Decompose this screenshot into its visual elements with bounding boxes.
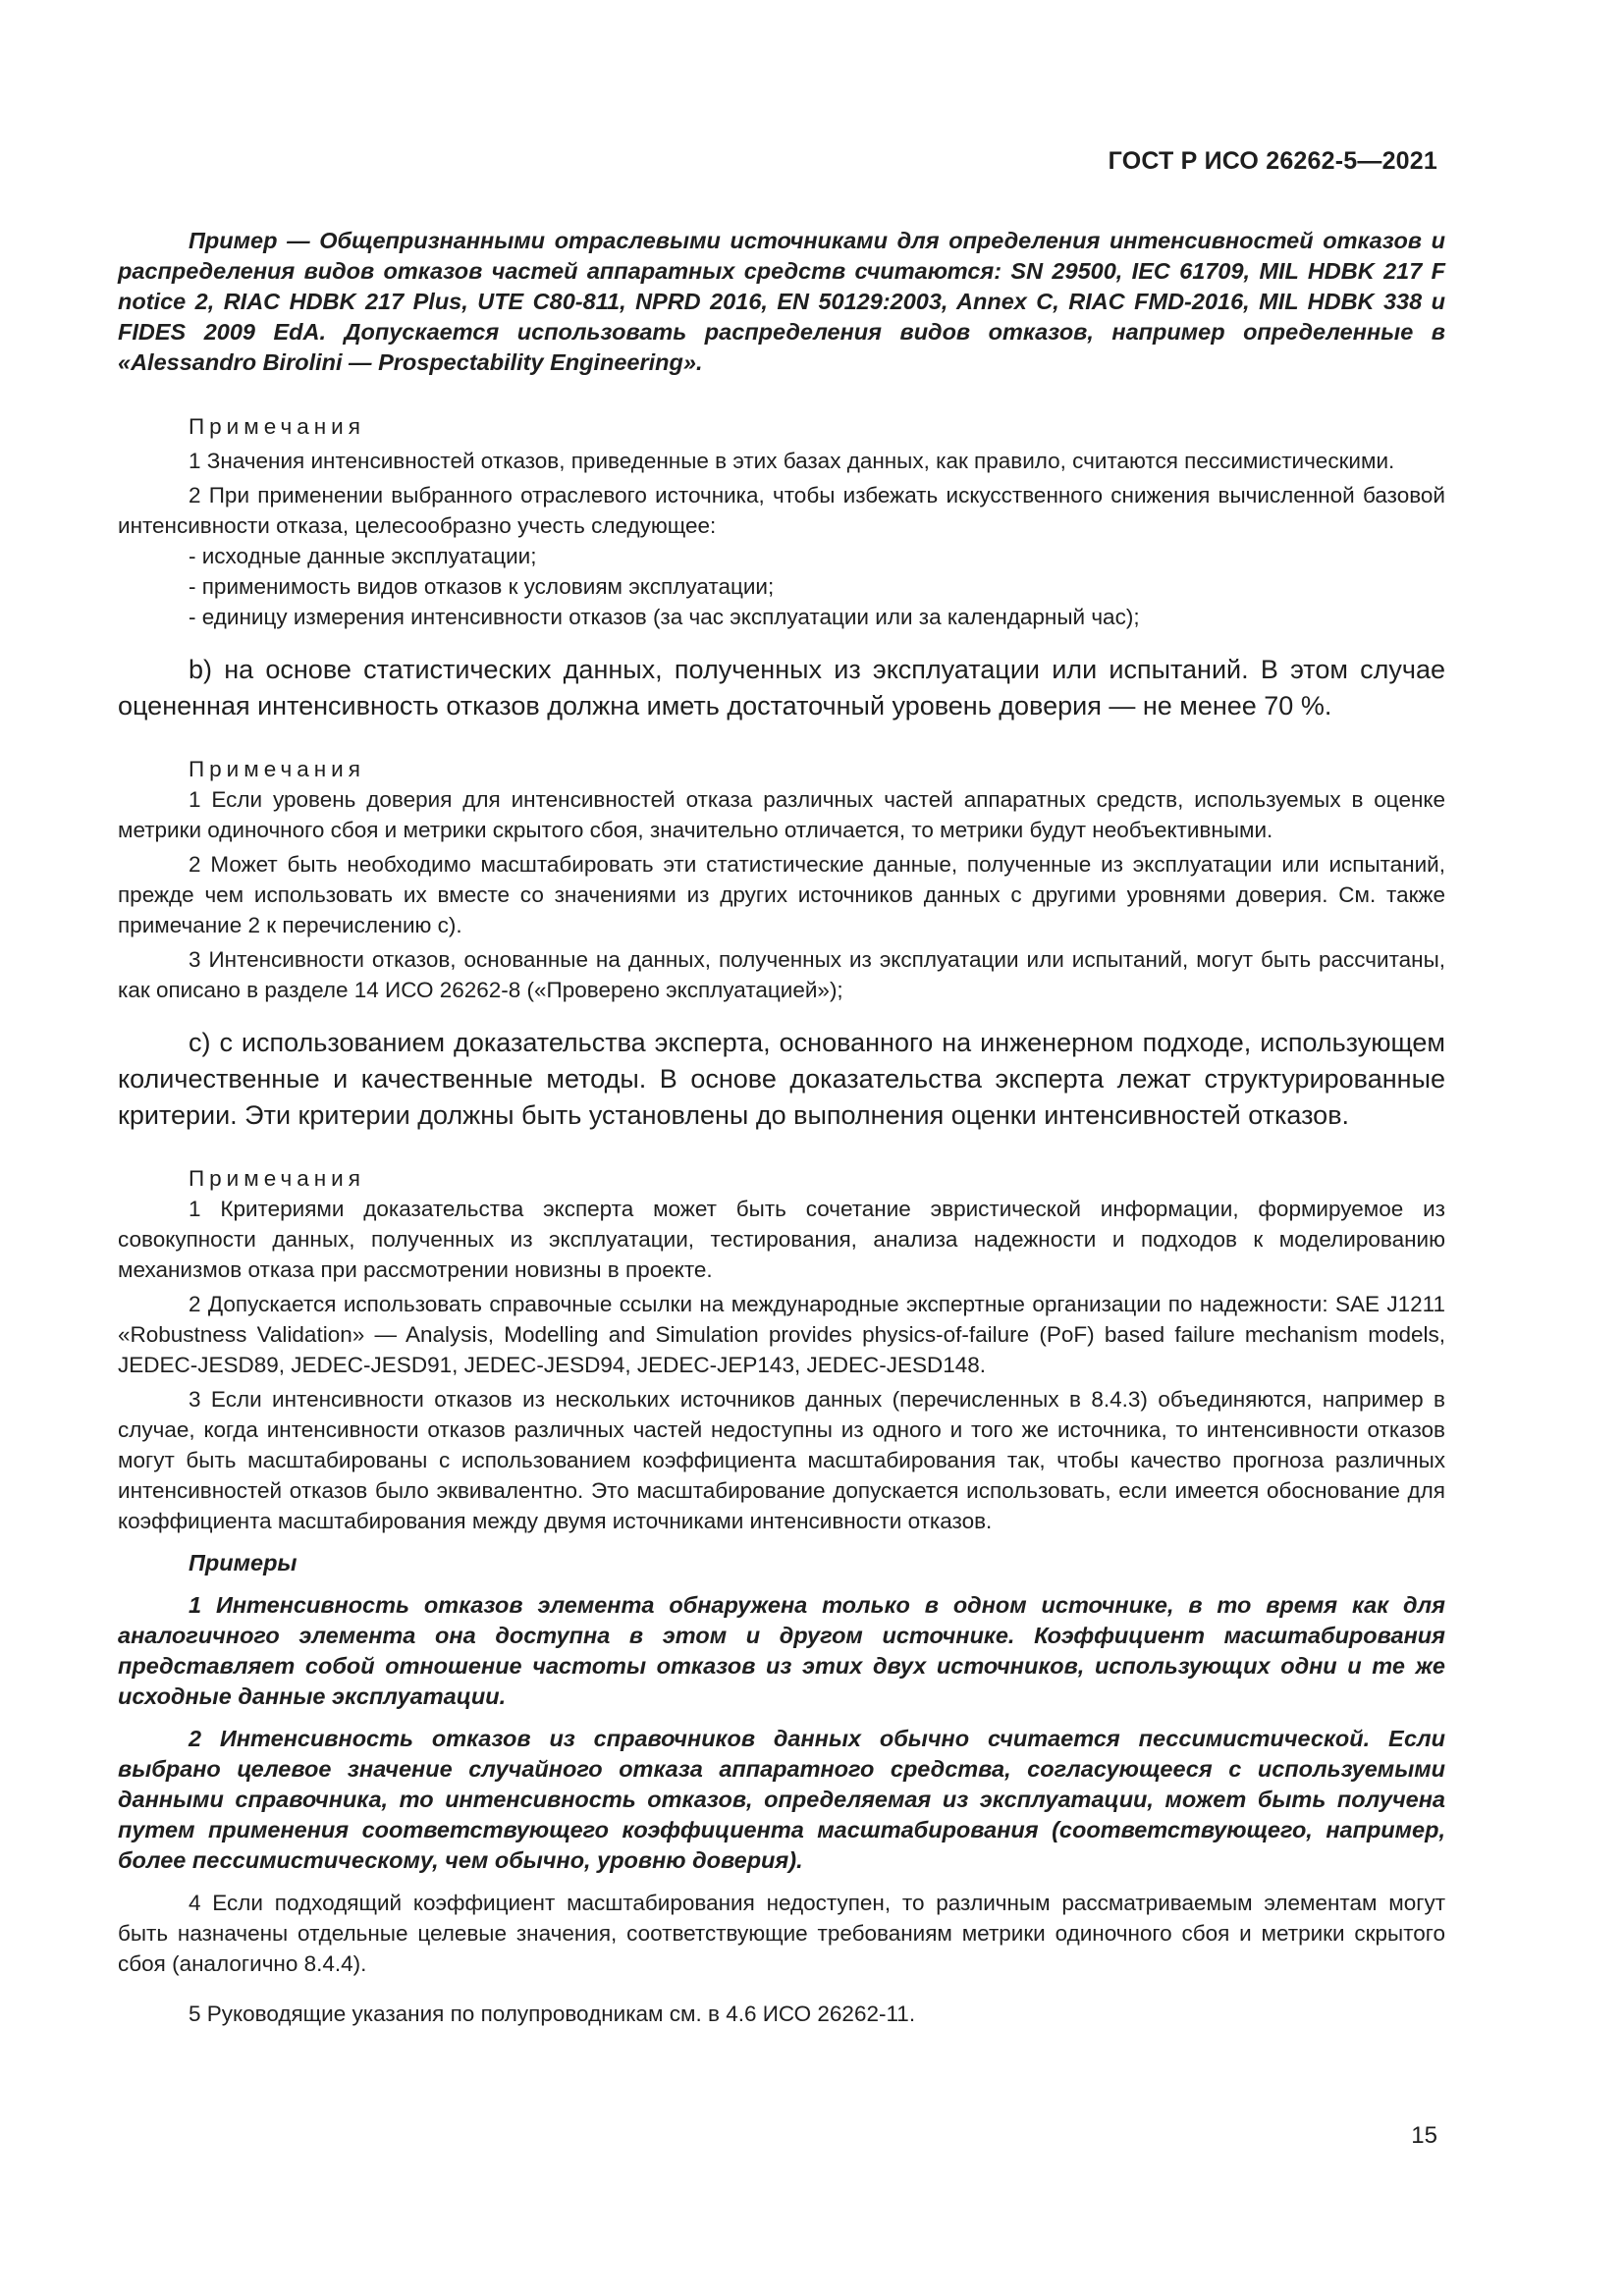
note-list-item: - применимость видов отказов к условиям эксплуатации; bbox=[189, 574, 775, 599]
document-body bbox=[118, 226, 1445, 2029]
note-paragraph: 2 При применении выбранного отраслевого источника, чтобы избежать искусственного снижения вычисленной базовой интенсивности отказа, целесообразно учесть следующее: bbox=[118, 483, 1445, 538]
note-paragraph: 1 Критериями доказательства эксперта может быть сочетание эвристической информации, формируемое из совокупности данных, полученных из эксплуатации, тестирования, анализа надежности и подходов к моделированию механизмов отказа при рассмотрении новизны в проекте. bbox=[118, 1197, 1445, 1282]
note-list-item: - исходные данные эксплуатации; bbox=[189, 544, 537, 568]
page-number: 15 bbox=[1411, 2122, 1437, 2149]
note-paragraph: 1 Если уровень доверия для интенсивностей отказа различных частей аппаратных средств, используемых в оценке метрики одиночного сбоя и метрики скрытого сбоя, значительно отличается, то метрики будут необъективными. bbox=[118, 787, 1445, 842]
list-item-b: b) на основе статистических данных, полученных из эксплуатации или испытаний. В этом случае оцененная интенсивность отказов должна иметь достаточный уровень доверия — не менее 70 %. bbox=[118, 655, 1445, 721]
note-paragraph: 2 Может быть необходимо масштабировать эти статистические данные, полученные из эксплуатации или испытаний, прежде чем использовать их вместе со значениями из других источников данных с другими уровнями доверия. См. также примечание 2 к перечислению с). bbox=[118, 852, 1445, 937]
document-header: ГОСТ Р ИСО 26262-5—2021 bbox=[1108, 147, 1437, 175]
note-paragraph: 5 Руководящие указания по полупроводникам см. в 4.6 ИСО 26262-11. bbox=[189, 2002, 916, 2026]
example-paragraph: 2 Интенсивность отказов из справочников данных обычно считается пессимистической. Если выбрано целевое значение случайного отказа аппаратного средства, согласующееся с используемыми данными справочника, то интенсивность отказов, определяемая из эксплуатации, может быть получена путем применения соответствующего коэффициента масштабирования (соответствующего, например, более пессимистическому, чем обычно, уровню доверия). bbox=[118, 1726, 1445, 1873]
note-paragraph: 3 Интенсивности отказов, основанные на данных, полученных из эксплуатации или испытаний, могут быть рассчитаны, как описано в разделе 14 ИСО 26262-8 («Проверено эксплуатацией»); bbox=[118, 947, 1445, 1002]
notes-heading: Примечания bbox=[189, 1166, 365, 1191]
list-item-c: с) с использованием доказательства эксперта, основанного на инженерном подходе, использующем количественные и качественные методы. В основе доказательства эксперта лежат структурированные критерии. Эти критерии должны быть установлены до выполнения оценки интенсивностей отказов. bbox=[118, 1028, 1445, 1130]
notes-heading: Примечания bbox=[189, 414, 365, 439]
note-paragraph: 3 Если интенсивности отказов из нескольких источников данных (перечисленных в 8.4.3) объединяются, например в случае, когда интенсивности отказов различных частей недоступны из одного и того же источника, то интенсивности отказов могут быть масштабированы с использованием коэффициента масштабирования так, чтобы качество прогноза различных интенсивностей отказов было эквивалентно. Это масштабирование допускается использовать, если имеется обоснование для коэффициента масштабирования между двумя источниками интенсивности отказов. bbox=[118, 1387, 1445, 1533]
note-paragraph: 4 Если подходящий коэффициент масштабирования недоступен, то различным рассматриваемым элементам могут быть назначены отдельные целевые значения, соответствующие требованиям метрики одиночного сбоя и метрики скрытого сбоя (аналогично 8.4.4). bbox=[118, 1891, 1445, 1976]
examples-heading: Примеры bbox=[189, 1550, 298, 1575]
notes-heading: Примечания bbox=[189, 757, 365, 781]
note-paragraph: 1 Значения интенсивностей отказов, приведенные в этих базах данных, как правило, считаются пессимистическими. bbox=[189, 449, 1395, 473]
example-paragraph: Пример — Общепризнанными отраслевыми источниками для определения интенсивностей отказов и распределения видов отказов частей аппаратных средств считаются: SN 29500, IEC 61709, MIL HDBK 217 F notice 2, RIAC HDBK 217 Plus, UTE C80-811, NPRD 2016, EN 50129:2003, Annex C, RIAC FMD-2016, MIL HDBK 338 и FIDES 2009 EdA. Допускается использовать распределения видов отказов, например определенные в «Alessandro Birolini — Prospectability Engineering». bbox=[118, 228, 1445, 375]
example-paragraph: 1 Интенсивность отказов элемента обнаружена только в одном источнике, в то время как для аналогичного элемента она доступна в этом и другом источнике. Коэффициент масштабирования представляет собой отношение частоты отказов из этих двух источников, использующих одни и те же исходные данные эксплуатации. bbox=[118, 1592, 1445, 1709]
note-paragraph: 2 Допускается использовать справочные ссылки на международные экспертные организации по надежности: SAE J1211 «Robustness Validation» — Analysis, Modelling and Simulation provides physics-of-failure (PoF) based failure mechanism models, JEDEC-JESD89, JEDEC-JESD91, JEDEC-JESD94, JEDEC-JEP143, JEDEC-JESD148. bbox=[118, 1292, 1445, 1377]
note-list-item: - единицу измерения интенсивности отказов (за час эксплуатации или за календарный час); bbox=[189, 605, 1140, 629]
